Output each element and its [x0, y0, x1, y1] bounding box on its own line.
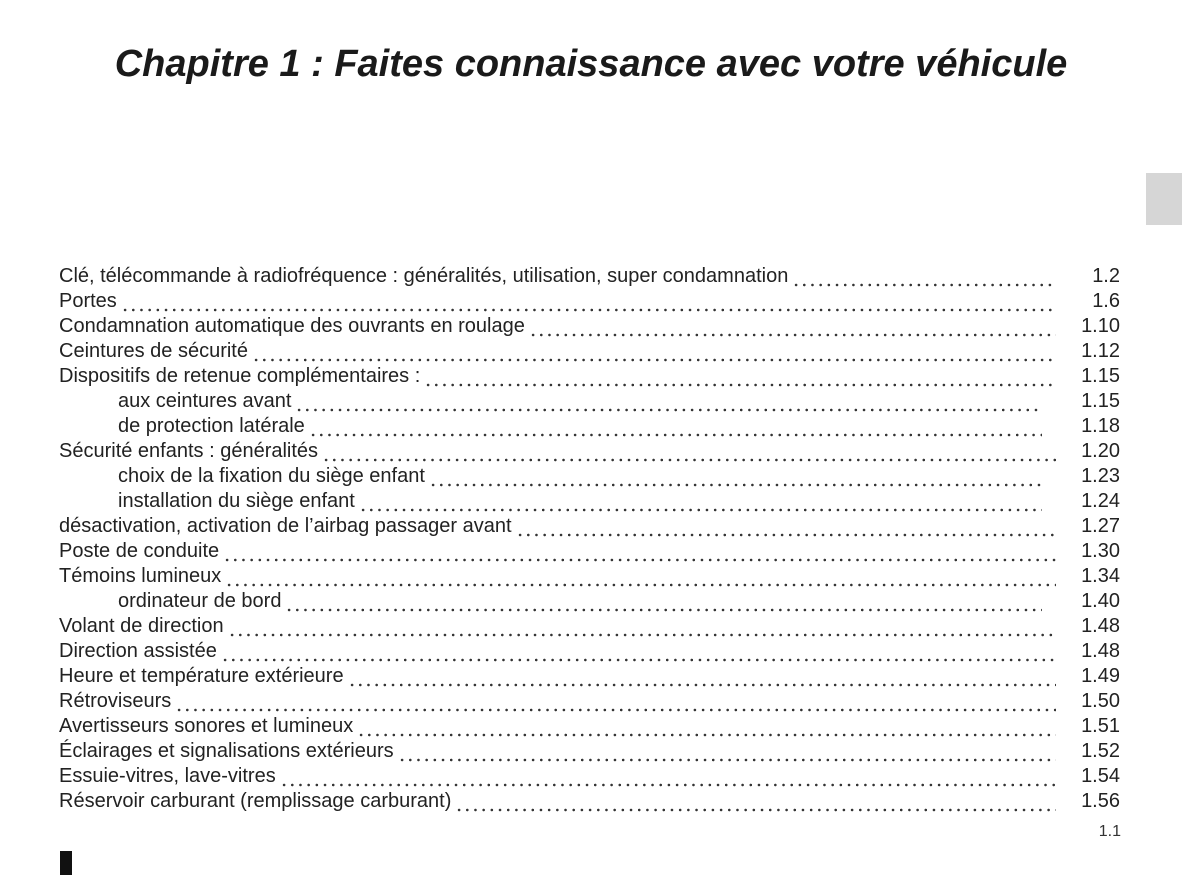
toc-entry-label: ordinateur de bord	[118, 590, 282, 612]
toc-entry-label: Portes	[59, 290, 117, 312]
toc-entry-label: Essuie-vitres, lave-vitres	[59, 765, 276, 787]
toc-entry-page: 1.23	[1081, 465, 1120, 487]
dot-leader	[285, 589, 1042, 614]
toc-entry-page: 1.54	[1081, 765, 1120, 787]
dot-leader	[221, 639, 1056, 664]
dot-leader	[121, 289, 1056, 314]
toc-entry-label: Éclairages et signalisations extérieurs	[59, 740, 394, 762]
dot-leader	[322, 439, 1056, 464]
toc-entry[interactable]	[59, 264, 1120, 289]
toc-entry-page: 1.24	[1081, 490, 1120, 512]
dot-leader	[348, 664, 1056, 689]
toc-entry-page: 1.48	[1081, 615, 1120, 637]
toc-entry-page: 1.50	[1081, 690, 1120, 712]
toc-entry[interactable]	[59, 789, 1120, 814]
dot-leader	[280, 764, 1056, 789]
toc-entry[interactable]	[59, 339, 1120, 364]
toc-entry[interactable]	[59, 439, 1120, 464]
dot-leader	[175, 689, 1056, 714]
toc-entry-page: 1.30	[1081, 540, 1120, 562]
dot-leader	[792, 264, 1056, 289]
toc-entry-page: 1.15	[1081, 365, 1120, 387]
toc-entry-page: 1.52	[1081, 740, 1120, 762]
toc-subentry[interactable]	[59, 589, 1120, 614]
dot-leader	[357, 714, 1056, 739]
dot-leader	[309, 414, 1042, 439]
toc-entry-label: Témoins lumineux	[59, 565, 222, 587]
toc-entry-label: Direction assistée	[59, 640, 217, 662]
toc-entry-label: de protection latérale	[118, 415, 305, 437]
dot-leader	[424, 364, 1056, 389]
toc-entry[interactable]	[59, 289, 1120, 314]
chapter-title: Chapitre 1 : Faites connaissance avec votre véhicule	[114, 43, 1068, 86]
page-number: 1.1	[1098, 823, 1121, 840]
toc-entry-page: 1.6	[1092, 290, 1120, 312]
toc-entry-label: Heure et température extérieure	[59, 665, 344, 687]
toc-entry[interactable]	[59, 639, 1120, 664]
toc-entry-label: Volant de direction	[59, 615, 224, 637]
dot-leader	[223, 539, 1056, 564]
toc-entry-label: désactivation, activation de l’airbag passager avant	[59, 515, 512, 537]
toc-entry[interactable]	[59, 514, 1120, 539]
dot-leader	[225, 564, 1056, 589]
toc-entry-label: Clé, télécommande à radiofréquence : généralités, utilisation, super condamnation	[59, 265, 789, 287]
dot-leader	[429, 464, 1042, 489]
toc-entry-label: Rétroviseurs	[59, 690, 172, 712]
toc-subentry[interactable]	[59, 389, 1120, 414]
toc-entry[interactable]	[59, 664, 1120, 689]
toc-entry[interactable]	[59, 564, 1120, 589]
dot-leader	[516, 514, 1057, 539]
toc-entry[interactable]	[59, 714, 1120, 739]
dot-leader	[529, 314, 1056, 339]
toc-entry-label: Poste de conduite	[59, 540, 220, 562]
toc-entry[interactable]	[59, 689, 1120, 714]
toc-entry-page: 1.2	[1092, 265, 1120, 287]
toc-entry-label: choix de la fixation du siège enfant	[118, 465, 425, 487]
toc-entry[interactable]	[59, 614, 1120, 639]
toc-entry-page: 1.12	[1081, 340, 1120, 362]
toc-entry-label: Sécurité enfants : généralités	[59, 440, 319, 462]
toc-entry-label: Dispositifs de retenue complémentaires :	[59, 365, 421, 387]
toc-entry-page: 1.27	[1081, 515, 1120, 537]
toc-entry[interactable]	[59, 764, 1120, 789]
toc-entry-page: 1.34	[1081, 565, 1120, 587]
toc-subentry[interactable]	[59, 414, 1120, 439]
dot-leader	[252, 339, 1056, 364]
toc-entry-page: 1.10	[1081, 315, 1120, 337]
toc-entry-label: Condamnation automatique des ouvrants en roulage	[59, 315, 525, 337]
toc-entry[interactable]	[59, 739, 1120, 764]
toc-entry-page: 1.18	[1081, 415, 1120, 437]
table-of-contents	[59, 264, 1120, 814]
corner-mark	[60, 851, 72, 875]
toc-subentry[interactable]	[59, 489, 1120, 514]
toc-entry[interactable]	[59, 314, 1120, 339]
dot-leader	[398, 739, 1056, 764]
toc-entry-page: 1.49	[1081, 665, 1120, 687]
chapter-tab-marker	[1146, 173, 1182, 225]
toc-entry-page: 1.48	[1081, 640, 1120, 662]
toc-entry-label: aux ceintures avant	[118, 390, 292, 412]
toc-entry-page: 1.51	[1081, 715, 1120, 737]
toc-entry-label: installation du siège enfant	[118, 490, 355, 512]
toc-entry-label: Ceintures de sécurité	[59, 340, 248, 362]
dot-leader	[359, 489, 1042, 514]
dot-leader	[228, 614, 1056, 639]
toc-entry-page: 1.56	[1081, 790, 1120, 812]
toc-entry[interactable]	[59, 364, 1120, 389]
toc-entry-label: Réservoir carburant (remplissage carburant)	[59, 790, 452, 812]
toc-subentry[interactable]	[59, 464, 1120, 489]
toc-entry-page: 1.20	[1081, 440, 1120, 462]
toc-entry-label: Avertisseurs sonores et lumineux	[59, 715, 354, 737]
dot-leader	[455, 789, 1056, 814]
toc-entry[interactable]	[59, 539, 1120, 564]
dot-leader	[295, 389, 1042, 414]
toc-entry-page: 1.15	[1081, 390, 1120, 412]
toc-entry-page: 1.40	[1081, 590, 1120, 612]
